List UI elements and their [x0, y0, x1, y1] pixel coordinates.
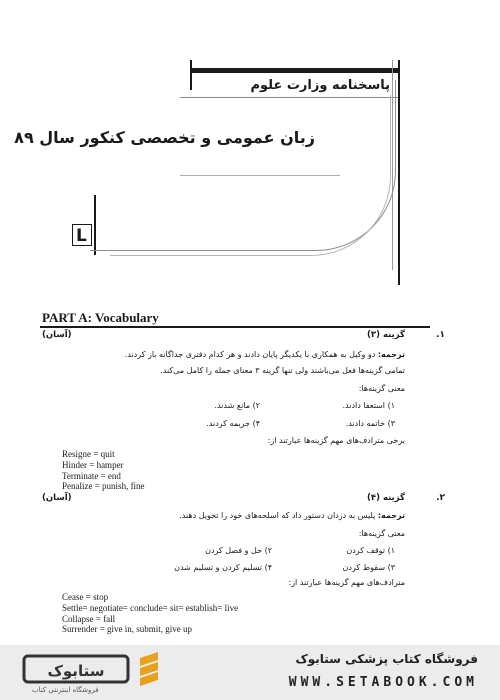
meanings-title: معنی گزینه‌ها:	[358, 384, 405, 393]
store-title: فروشگاه کتاب پزشکی ستابوک	[295, 652, 478, 666]
meaning-item: ۱) استعفا دادند.	[342, 401, 395, 410]
difficulty-level: (آسان)	[42, 330, 72, 340]
title-underline	[180, 175, 340, 176]
question-number: .۲	[436, 493, 445, 503]
meaning-item: ۴) تسلیم کردن و تسلیم شدن	[174, 563, 272, 572]
answer-option: گزینه (۴)	[367, 493, 405, 503]
header-bar	[190, 68, 400, 73]
synonym-line: Collapse = fall	[62, 614, 116, 624]
difficulty-level: (آسان)	[42, 493, 72, 503]
meaning-item: ۱) توقف کردن	[346, 546, 395, 555]
synonym-line: Terminate = end	[62, 471, 121, 481]
synonyms-title: مترادف‌های مهم گزینه‌ها عبارتند از:	[288, 578, 405, 587]
meaning-item: ۳) خاتمه دادند.	[345, 419, 395, 428]
meaning-item: ۲) حل و فصل کردن	[205, 546, 272, 555]
note-text: تمامی گزینه‌ها فعل می‌باشند ولی تنها گزینه ۳ معنای جمله را کامل می‌کند.	[160, 366, 405, 375]
header-vertical-line	[398, 60, 400, 285]
synonym-line: Resigne = quit	[62, 449, 115, 459]
synonym-line: Surrender = give in, submit, give up	[62, 624, 193, 634]
translation-label: ترجمه:	[377, 511, 405, 520]
meaning-item: ۲) مانع شدند.	[214, 401, 260, 410]
synonym-line: Cease = stop	[62, 592, 109, 602]
translation-text: پلیس به دزدان دستور داد که اسلحه‌های خود را تحویل دهند.	[179, 511, 376, 520]
translation-text: دو وکیل به همکاری با یکدیگر پایان دادند و هر کدام دفتری جداگانه باز کردند.	[124, 350, 376, 359]
synonym-line: Penalize = punish, fine	[62, 481, 145, 491]
section-title: PART A: Vocabulary	[42, 310, 159, 325]
answer-option: گزینه (۳)	[367, 330, 405, 340]
exam-title: زبان عمومی و تخصصی کنکور سال ۸۹	[14, 128, 315, 147]
answer-key-title: پاسخنامه وزارت علوم	[250, 78, 390, 93]
synonyms-title: برخی مترادف‌های مهم گزینه‌ها عبارتند از:	[267, 436, 405, 445]
translation-line	[125, 350, 405, 359]
store-url-link[interactable]: WWW.SETABOOK.COM	[288, 675, 478, 690]
translation-label: ترجمه:	[377, 350, 405, 359]
translation-line	[179, 511, 405, 520]
meaning-item: ۳) سقوط کردن	[342, 563, 395, 572]
chapter-letter: L	[72, 224, 92, 246]
question-number: .۱	[436, 330, 445, 340]
svg-text:ستابوک: ستابوک	[47, 662, 105, 680]
meaning-item: ۴) جریمه کردند.	[206, 419, 260, 428]
synonym-line: Settle= negotiate= conclude= sit= establish= live	[62, 603, 239, 613]
logo-subtitle: فروشگاه اینترنتی کتاب	[32, 686, 99, 694]
meanings-title: معنی گزینه‌ها:	[358, 529, 405, 538]
synonym-line: Hinder = hamper	[62, 460, 124, 470]
